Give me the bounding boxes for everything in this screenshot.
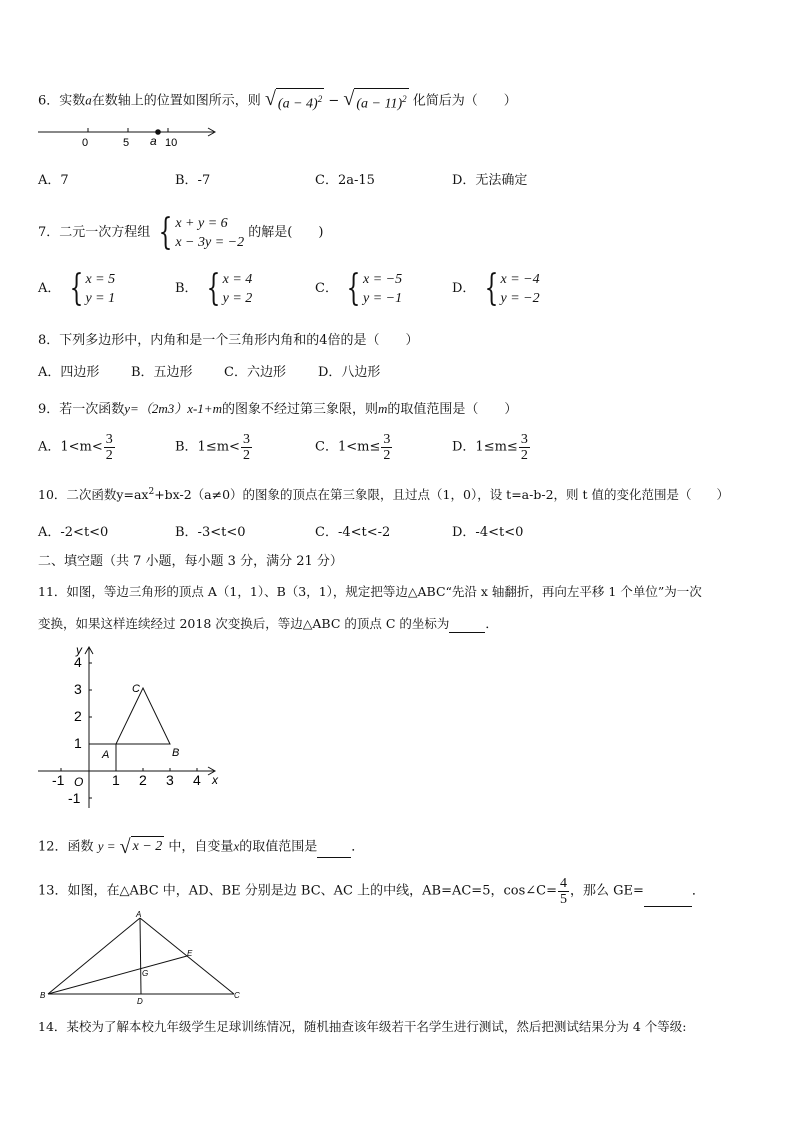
q13-label-a: A [136, 910, 142, 919]
q13-label-d: D [137, 997, 143, 1006]
q11-answer-blank[interactable] [449, 614, 485, 633]
q10-option-c[interactable]: C．-4<t<-2 [315, 525, 391, 540]
q11-coordinate-graph [34, 642, 224, 812]
q6-option-d[interactable]: D．无法确定 [452, 173, 528, 188]
q11-xtick-3: 3 [166, 772, 174, 788]
q11-ytick-1: 1 [74, 735, 82, 751]
q11-ytick-4: 4 [74, 654, 82, 670]
q10-option-a[interactable]: A．-2<t<0 [38, 525, 109, 540]
q11-ytick-neg1: -1 [68, 790, 81, 806]
q7-option-b[interactable]: B． { x = 4 y = 2 [175, 268, 253, 309]
q6-option-a[interactable]: A．7 [38, 173, 69, 188]
q11-xtick-1: 1 [112, 772, 120, 788]
q11-stem-line2: 变换，如果这样连续经过 2018 次变换后，等边△ABC 的顶点 C 的坐标为 ． [38, 616, 498, 631]
q6-tick-10: 10 [165, 137, 178, 149]
q6-tick-5: 5 [123, 137, 130, 149]
section2-title: 二、填空题（共 7 小题，每小题 3 分，满分 21 分） [38, 554, 343, 569]
q12-answer-blank[interactable] [317, 839, 351, 858]
q13-label-g: G [142, 969, 149, 978]
q11-point-b: B [172, 747, 180, 759]
q11-ytick-3: 3 [74, 681, 82, 697]
q11-stem-line1: 11．如图，等边三角形的顶点 A（1，1）、B（3，1），规定把等边△ABC“先沿 x 轴翻折，再向左平移 1 个单位”为一次 [38, 584, 702, 599]
q6-var-a: a [85, 92, 92, 108]
q13-label-b: B [40, 991, 46, 1000]
q8-option-c[interactable]: C．六边形 [224, 365, 286, 380]
q6-option-b[interactable]: B．-7 [175, 173, 211, 188]
q10-option-b[interactable]: B．-3<t<0 [175, 525, 246, 540]
q11-xtick-neg1: -1 [52, 772, 65, 788]
q12-sqrt: √ x − 2 [119, 836, 163, 858]
q11-xtick-4: 4 [193, 772, 201, 788]
q9-option-b[interactable]: B．1≤m< $\frac{3}{2}$ [175, 432, 250, 463]
q6-sqrt-right: √ $(a - 11)^2$ [343, 88, 407, 112]
q10-option-d[interactable]: D．-4<t<0 [452, 525, 524, 540]
q13-stem: 13．如图，在△ABC 中，AD、BE 分别是边 BC、AC 上的中线，AB=AC=5，cos∠C= $\frac{4}{5}$ ，那么 GE= ． [38, 876, 705, 907]
q7-stem: 7．二元一次方程组 { x + y = 6 x − 3y = −2 的解是( ) [38, 212, 324, 253]
q10-stem: 10．二次函数$y=ax^2+bx-2(a\ne 0)$的图象的顶点在第三象限，且过点（1，0），设 t=a-b-2，则 t 值的变化范围是（ ） [38, 487, 729, 503]
q13-label-e: E [187, 949, 193, 958]
q11-point-a: A [102, 749, 110, 761]
q11-y-label: y [76, 643, 82, 657]
q7-equation-system: { x + y = 6 x − 3y = −2 [159, 212, 245, 253]
q11-triangle-abc [116, 688, 170, 744]
q11-ytick-2: 2 [74, 708, 82, 724]
q9-stem: 9．若一次函数y=（2m3）x-1+m的图象不经过第三象限，则m的取值范围是（ ） [38, 401, 518, 417]
q9-option-c[interactable]: C．1<m≤ $\frac{3}{2}$ [315, 432, 391, 463]
q7-option-a[interactable]: A． { x = 5 y = 1 [38, 268, 116, 309]
q13-answer-blank[interactable] [644, 888, 692, 907]
q6-tick-0: 0 [82, 137, 89, 149]
q8-option-b[interactable]: B．五边形 [131, 365, 193, 380]
q9-option-d[interactable]: D．1≤m≤ $\frac{3}{2}$ [452, 432, 528, 463]
q8-option-a[interactable]: A．四边形 [38, 365, 100, 380]
q11-point-c: C [132, 683, 140, 695]
q12-stem: 12．函数 y = √ x − 2 中，自变量x的取值范围是 ． [38, 836, 365, 858]
q7-option-d[interactable]: D． { x = −4 y = −2 [452, 268, 540, 309]
q6-option-c[interactable]: C．2a-15 [315, 173, 375, 188]
q11-xtick-2: 2 [139, 772, 147, 788]
q9-option-a[interactable]: A．1<m< $\frac{3}{2}$ [38, 432, 113, 463]
q11-x-label: x [212, 773, 218, 787]
q6-tick-a: a [150, 134, 157, 148]
q6-stem: 6．实数a在数轴上的位置如图所示，则 √ $(a - 4)^2$ − √ $(a - 11)^2$ 化简后为（ ） [38, 88, 517, 112]
q14-stem: 14．某校为了解本校九年级学生足球训练情况，随机抽查该年级若干名学生进行测试，然后把测试结果分为 4 个等级: [38, 1019, 687, 1034]
q11-origin: O [74, 775, 84, 789]
q6-sqrt-left: √ $(a - 4)^2$ [264, 88, 323, 112]
q6-number-line [38, 122, 228, 152]
q13-label-c: C [234, 991, 240, 1000]
q8-stem: 8．下列多边形中，内角和是一个三角形内角和的4倍的是（ ） [38, 333, 419, 348]
q7-option-c[interactable]: C． { x = −5 y = −1 [315, 268, 403, 309]
q13-triangle-figure [36, 908, 256, 1008]
q8-option-d[interactable]: D．八边形 [318, 365, 381, 380]
